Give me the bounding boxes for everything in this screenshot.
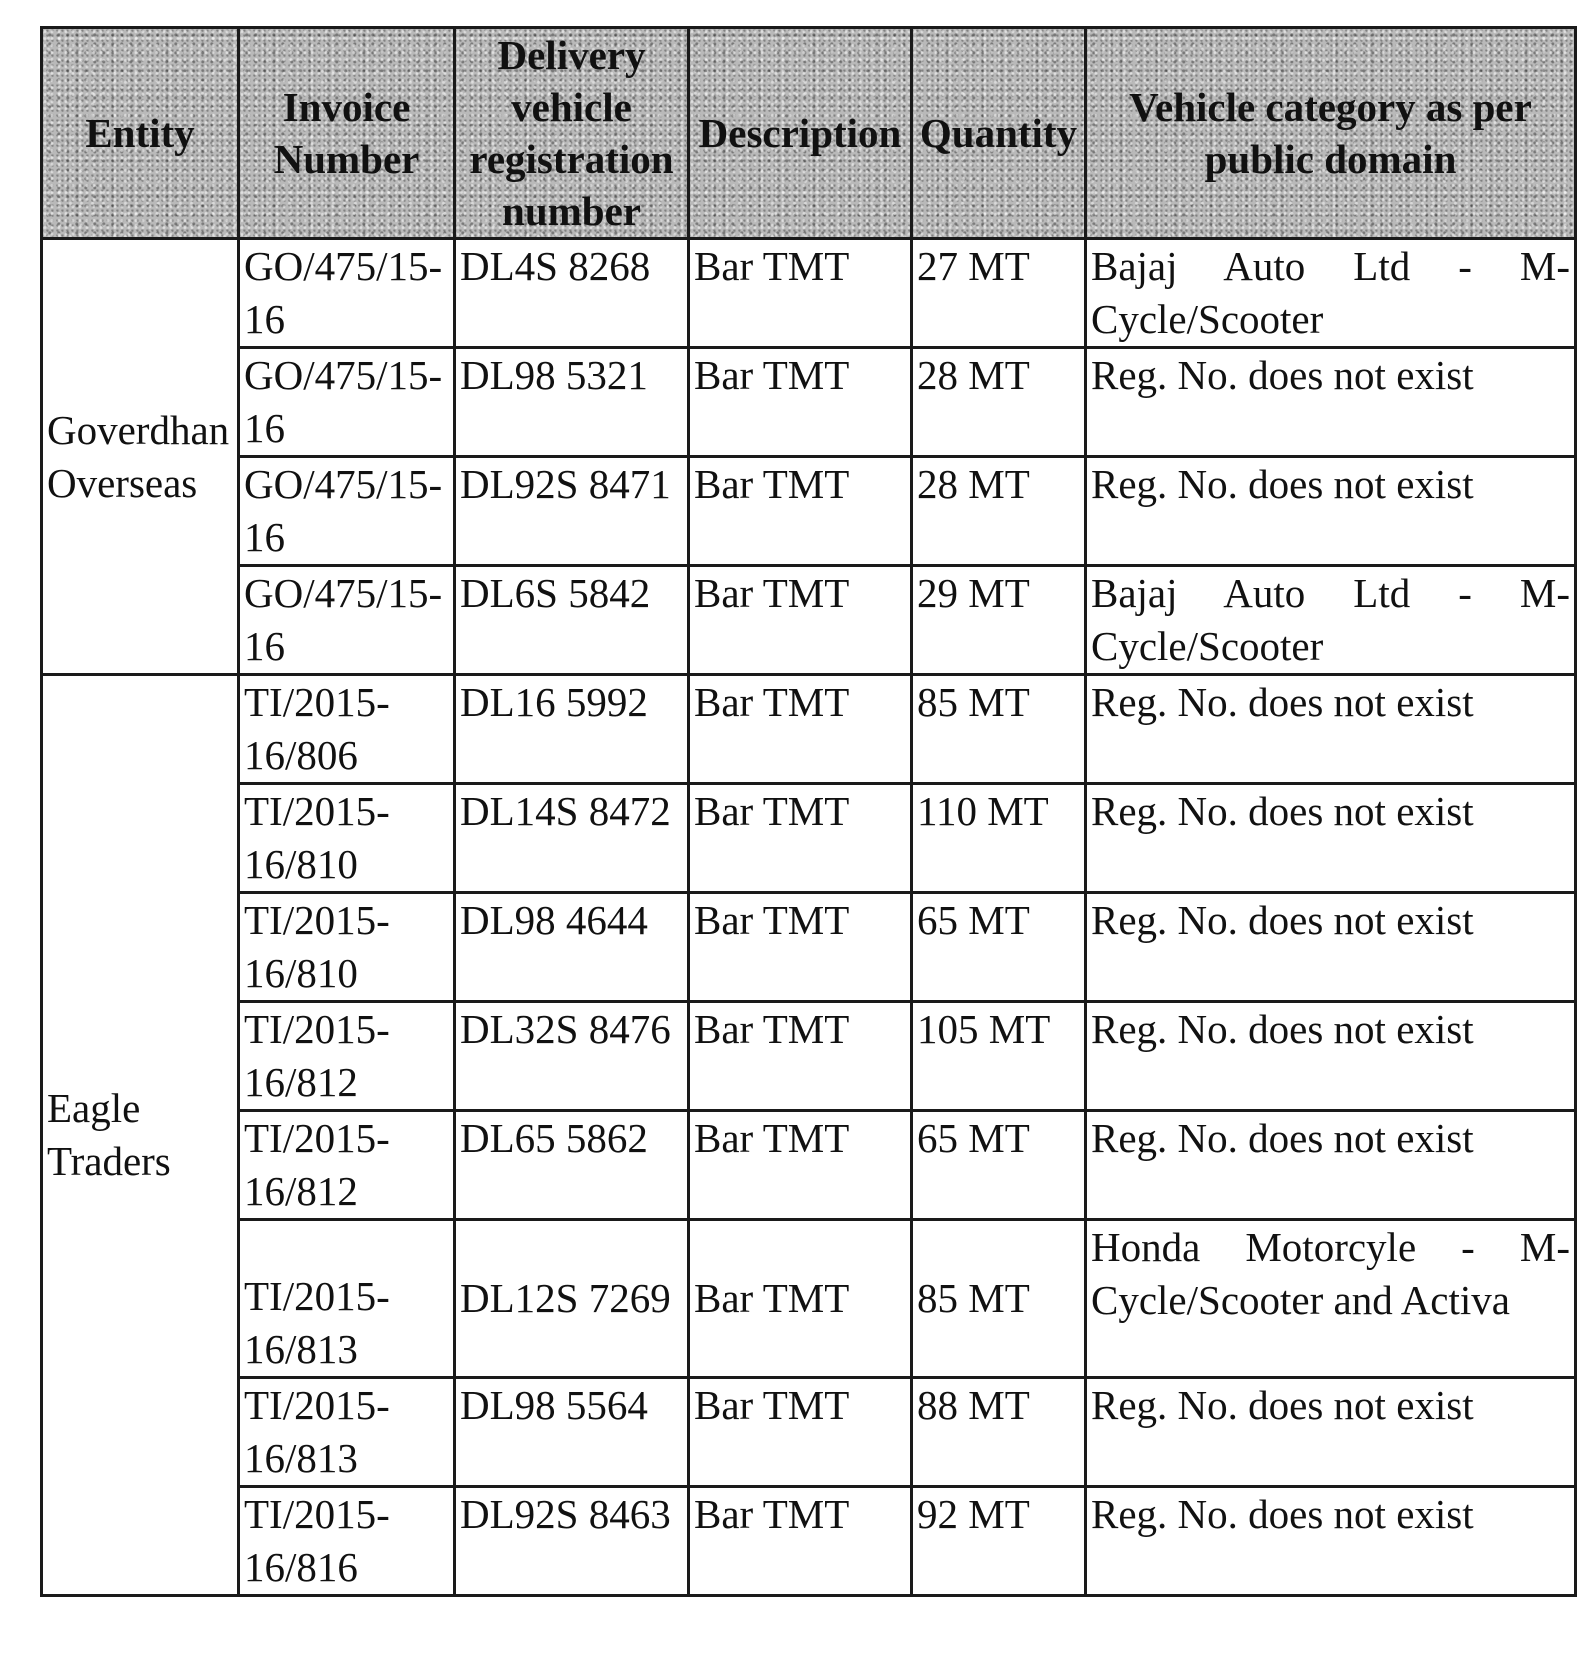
vehicle-cell: DL32S 8476: [455, 1002, 689, 1111]
invoice-cell: TI/2015-16/810: [239, 893, 455, 1002]
description-cell: Bar TMT: [689, 675, 912, 784]
invoice-cell: TI/2015-16/806: [239, 675, 455, 784]
category-cell: Reg. No. does not exist: [1086, 1002, 1576, 1111]
header-description: Description: [689, 28, 912, 239]
vehicle-invoice-table: [40, 26, 1577, 1597]
entity-cell-goverdhan-overseas: Goverdhan Overseas: [42, 239, 239, 675]
category-cell: Reg. No. does not exist: [1086, 1111, 1576, 1220]
invoice-cell: TI/2015-16/810: [239, 784, 455, 893]
description-cell: Bar TMT: [689, 893, 912, 1002]
vehicle-cell: DL4S 8268: [455, 239, 689, 348]
invoice-cell: TI/2015-16/816: [239, 1487, 455, 1596]
vehicle-cell: DL65 5862: [455, 1111, 689, 1220]
description-cell: Bar TMT: [689, 457, 912, 566]
quantity-cell: 110 MT: [912, 784, 1086, 893]
invoice-cell: TI/2015-16/812: [239, 1111, 455, 1220]
quantity-cell: 29 MT: [912, 566, 1086, 675]
category-cell: Reg. No. does not exist: [1086, 457, 1576, 566]
table-row: [42, 239, 1576, 348]
category-cell: Reg. No. does not exist: [1086, 675, 1576, 784]
quantity-cell: 27 MT: [912, 239, 1086, 348]
table-body: [42, 239, 1576, 1596]
header-quantity: Quantity: [912, 28, 1086, 239]
invoice-cell: GO/475/15-16: [239, 566, 455, 675]
description-cell: Bar TMT: [689, 1220, 912, 1378]
header-vehicle-category: Vehicle category as per public domain: [1086, 28, 1576, 239]
invoice-cell: TI/2015-16/813: [239, 1220, 455, 1378]
invoice-cell: GO/475/15-16: [239, 457, 455, 566]
invoice-cell: TI/2015-16/813: [239, 1378, 455, 1487]
vehicle-cell: DL6S 5842: [455, 566, 689, 675]
vehicle-cell: DL98 4644: [455, 893, 689, 1002]
invoice-cell: GO/475/15-16: [239, 348, 455, 457]
table-row: [42, 1487, 1576, 1596]
vehicle-cell: DL98 5564: [455, 1378, 689, 1487]
description-cell: Bar TMT: [689, 1487, 912, 1596]
quantity-cell: 85 MT: [912, 1220, 1086, 1378]
quantity-cell: 65 MT: [912, 1111, 1086, 1220]
header-invoice-number: Invoice Number: [239, 28, 455, 239]
category-cell: Reg. No. does not exist: [1086, 1378, 1576, 1487]
description-cell: Bar TMT: [689, 1111, 912, 1220]
category-cell: Reg. No. does not exist: [1086, 348, 1576, 457]
description-cell: Bar TMT: [689, 566, 912, 675]
category-cell: Bajaj Auto Ltd - M-Cycle/Scooter: [1086, 566, 1576, 675]
table-row: [42, 566, 1576, 675]
description-cell: Bar TMT: [689, 784, 912, 893]
quantity-cell: 92 MT: [912, 1487, 1086, 1596]
table-row: [42, 893, 1576, 1002]
quantity-cell: 28 MT: [912, 457, 1086, 566]
quantity-cell: 65 MT: [912, 893, 1086, 1002]
quantity-cell: 88 MT: [912, 1378, 1086, 1487]
header-entity: Entity: [42, 28, 239, 239]
quantity-cell: 28 MT: [912, 348, 1086, 457]
quantity-cell: 105 MT: [912, 1002, 1086, 1111]
vehicle-cell: DL92S 8471: [455, 457, 689, 566]
header-vehicle-registration: Delivery vehicle registration number: [455, 28, 689, 239]
entity-cell-eagle-traders: Eagle Traders: [42, 675, 239, 1596]
description-cell: Bar TMT: [689, 239, 912, 348]
table-row: [42, 1378, 1576, 1487]
invoice-cell: TI/2015-16/812: [239, 1002, 455, 1111]
vehicle-cell: DL92S 8463: [455, 1487, 689, 1596]
vehicle-cell: DL16 5992: [455, 675, 689, 784]
description-cell: Bar TMT: [689, 1378, 912, 1487]
header-row: [42, 28, 1576, 239]
vehicle-cell: DL12S 7269: [455, 1220, 689, 1378]
invoice-cell: GO/475/15-16: [239, 239, 455, 348]
quantity-cell: 85 MT: [912, 675, 1086, 784]
table-row: [42, 348, 1576, 457]
table-row: [42, 1002, 1576, 1111]
table-row: [42, 1220, 1576, 1378]
table-row: [42, 1111, 1576, 1220]
description-cell: Bar TMT: [689, 348, 912, 457]
description-cell: Bar TMT: [689, 1002, 912, 1111]
category-cell: Reg. No. does not exist: [1086, 1487, 1576, 1596]
category-cell: Reg. No. does not exist: [1086, 893, 1576, 1002]
table-row: [42, 784, 1576, 893]
category-cell: Reg. No. does not exist: [1086, 784, 1576, 893]
table-row: [42, 457, 1576, 566]
vehicle-cell: DL98 5321: [455, 348, 689, 457]
category-cell: Honda Motorcyle - M-Cycle/Scooter and Activa: [1086, 1220, 1576, 1378]
table-header: [42, 28, 1576, 239]
vehicle-cell: DL14S 8472: [455, 784, 689, 893]
table-row: [42, 675, 1576, 784]
category-cell: Bajaj Auto Ltd - M-Cycle/Scooter: [1086, 239, 1576, 348]
